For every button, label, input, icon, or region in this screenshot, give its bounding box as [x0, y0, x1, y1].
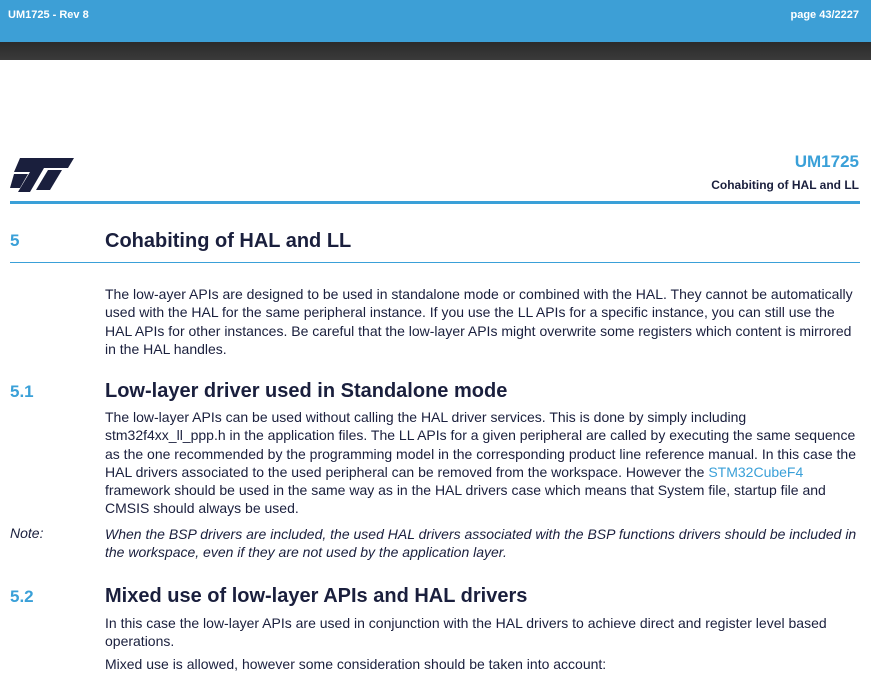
- section-5-2-body-2: Mixed use is allowed, however some consideration should be taken into account:: [105, 656, 607, 672]
- doc-revision-label: UM1725 - Rev 8: [8, 9, 89, 21]
- st-logo-icon: [10, 156, 76, 192]
- doc-code: UM1725: [794, 152, 859, 171]
- section-5-2-number: 5.2: [10, 587, 34, 606]
- section-5-1-number: 5.1: [10, 382, 34, 401]
- section-5-number: 5: [10, 231, 20, 250]
- note-label: Note:: [10, 525, 44, 541]
- section-5-1-body-part1: The low-layer APIs can be used without calling the HAL driver services. This is done by simply including stm32f4xx_ll_ppp.h in the application files. The LL APIs for a given peripheral are called by executing the same sequence as the one recommended by the programming model in the corresponding product line reference manual. In this case the HAL drivers associated to the used peripheral can be removed from the workspace. However the: [105, 409, 856, 480]
- section-5-1-body: [105, 408, 860, 518]
- section-5-title: Cohabiting of HAL and LL: [105, 230, 352, 252]
- header-rule: [10, 201, 860, 204]
- section-5-1-title: Low-layer driver used in Standalone mode: [105, 380, 508, 402]
- doc-subtitle: Cohabiting of HAL and LL: [711, 178, 859, 192]
- section-5-2-title: Mixed use of low-layer APIs and HAL drivers: [105, 585, 528, 607]
- viewer-toolbar: [0, 0, 871, 42]
- note-text: When the BSP drivers are included, the used HAL drivers associated with the BSP functions drivers should be included in the workspace, even if they are not used by the application layer.: [105, 526, 857, 561]
- section-5-1-body-part2: framework should be used in the same way as in the HAL drivers case which means that System file, startup file and CMSIS should always be used.: [105, 482, 826, 517]
- page-indicator[interactable]: page 43/2227: [790, 9, 859, 21]
- section-5-body: The low-ayer APIs are designed to be used in standalone mode or combined with the HAL. They cannot be automatically used with the HAL for the same peripheral instance. If you use the LL APIs for a specific instance, you can still use the HAL APIs for other instances. Be careful that the low-layer APIs might overwrite some registers which content is mirrored in the HAL handles.: [105, 286, 853, 357]
- toolbar-shadow: [0, 42, 871, 60]
- section-rule: [10, 262, 860, 263]
- stm32cubef4-link[interactable]: STM32CubeF4: [708, 463, 804, 480]
- section-5-2-body-1: In this case the low-layer APIs are used in conjunction with the HAL drivers to achieve direct and register level based operations.: [105, 615, 827, 650]
